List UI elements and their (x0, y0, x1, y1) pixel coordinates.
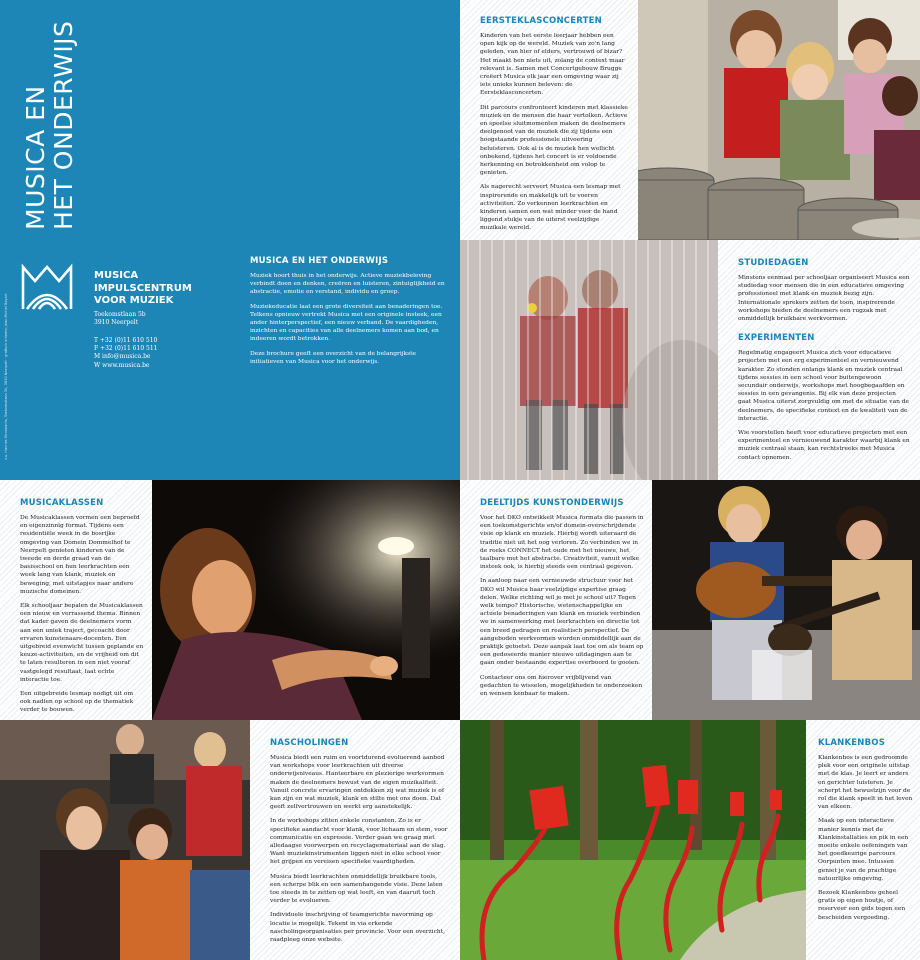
intro-paragraph: Muziek hoort thuis in het onderwijs. Actieve muziekbeleving verbindt doen en denken, creëren en luisteren, zintuiglijkheid en abstractie, emotie en verstand, individu en groep. (250, 273, 445, 296)
cover-title-line1: MUSICA EN (21, 85, 50, 230)
intro-section (250, 256, 450, 372)
intro-heading: MUSICA EN HET ONDERWIJS (250, 256, 389, 266)
klankenbos-forest-photo (460, 720, 806, 960)
musicaklassen-body (20, 514, 144, 715)
dko-paragraph: In aanloop naar een vernieuwde structuur voor het DKO wil Musica haar veelzijdige expertise graag delen. Welke richting wil je met je school uit? Tegen welk tempo? Historische, wetenschappelijke en actuele benaderingen van klank en muziek verbinden we in samenwerking met leerkrachten en directie tot een breed gedragen en realistisch perspectief. De aangeboden werkvormen worden onmiddellijk aan de praktijk getoetst. Deze aanpak laat toe om als team op een gedoseerde manier nieuwe uitdagingen aan te gaan onder bestaande expertise overboord te gooien. (480, 578, 644, 667)
musicaklassen-panel (0, 480, 152, 720)
eersteklas-paragraph: Dit parcours confronteert kinderen met klassieke muziek en de mensen die haar vertolken. Actieve en speelse sluitmomenten maken de deelnemers deelgenoot van de muziek die zij tijdens een hoogstaande professionele uitvoering beluisteren. Ook al is de muziek hen wellicht onbekend, tijdens het concert is er voldoende herkenning en betrokkenheid om volop te genieten. (480, 104, 628, 177)
dko-body (480, 514, 644, 698)
intro-paragraph: Muziekeducatie laat een grote diversiteit aan benaderingen toe. Telkens opnieuw vertrekt Musica met een originele insteek, een ander hinterperspectief, een nieuw verband. De vaardigheden, inzichten en capacities van alle deelnemers komen aan bod, en indeeren wordt betrokken. (250, 303, 443, 343)
website-address: W www.musica.be (94, 361, 150, 369)
nascholingen-paragraph: Musica biedt leerkrachten onmiddellijk bruikbare tools, een scherpe blik en een samenhangende visie. Deze laten toe steeds in te zetten op wat leeft, en van daaruit toch verder te evolueren. (270, 873, 443, 905)
studiedagen-panel (718, 240, 920, 480)
eersteklas-heading: EERSTEKLASCONCERTEN (480, 16, 602, 26)
address-line2: 3910 Neerpelt (94, 319, 139, 327)
klankenbos-paragraph: Bezoek Klankenbos geheel gratis op eigen houtje, of reserveer een gids tegen een bescheiden vergoeding. (818, 890, 906, 921)
experimenten-paragraph: Wie voorstellen heeft voor educatieve projecten met een experimenteel en vernieuwend karakter waarbij klank en muziek centraal staan, kan rechtstreeks met Musica contact opnemen. (738, 430, 910, 461)
klankenbos-body (818, 754, 914, 922)
org-contact (94, 337, 158, 370)
org-name-line3: VOOR MUZIEK (94, 295, 174, 306)
nascholingen-body (270, 754, 448, 944)
fax-number: F +32 (0)11 610 511 (94, 345, 158, 353)
dko-heading: DEELTIJDS KUNSTONDERWIJS (480, 498, 624, 508)
klankenbos-paragraph: Klankenbos is een gedroomde plek voor een originele uitstap met de klas. Je leert er anders en gerichter luisteren. Je scherpt het bewustzijn voor de rol die klank speelt in het leven van elkeen. (818, 755, 913, 811)
org-name-line2: IMPULSCENTRUM (94, 282, 192, 294)
experimenten-body (738, 349, 910, 462)
cover-title-line2: HET ONDERWIJS (49, 20, 78, 230)
studiedagen-heading: STUDIEDAGEN (738, 258, 809, 268)
musica-wave-logo-icon (19, 259, 75, 315)
nascholingen-panel (250, 720, 460, 960)
cover-title (22, 0, 78, 230)
nascholingen-heading: NASCHOLINGEN (270, 738, 349, 748)
org-name (94, 270, 192, 308)
intro-paragraph: Deze brochure geeft een overzicht van de belangrijkste initiatieven van Musica voor het onderwijs. (250, 350, 416, 365)
musicaklassen-heading: MUSICAKLASSEN (20, 498, 104, 508)
nascholingen-paragraph: In de workshops zitten enkele constanten. Zo is er specifieke aandacht voor klank, voor lichaam en stem, voor communicatie en expressie. Verder gaan we graag met alledaagse voorwerpen en recyclagemateriaal aan de slag. Want muziekinstrumenten liggen niet in elke school voor het grijpen en vereisen specifieke vaardigheden. (270, 818, 448, 866)
klankenbos-paragraph: Maak op een interactieve manier kennis met de Klankinstallaties en pik in een moeite enkele oefeningen van het goedkeurige parcours Oorpunten mee. Intussen geniet je van de prachtige natuurlijke omgeving. (818, 818, 909, 882)
studiedagen-body (738, 274, 910, 323)
studiedagen-paragraph: Minstens eenmaal per schooljaar organiseert Musica een studiedag voor mensen die in een educatieve omgeving professioneel met klank en muziek bezig zijn. Internationale sprekers zetten de toon, inspirerende workshops bieden de deelnemers een rugzak met onmiddellijk bruikbare werkvormen. (738, 275, 910, 323)
dko-paragraph: Voor het DKO ontwikkelt Musica formats die passen in een toekomstgerichte en/of domein-overschrijdende visie op klank en muziek. Hierbij wordt uiteraard de traditie niet uit het oog verloren. Zo verbinden we in de reeks CONNECT het oude met het nieuwe, het taalbare met het abstracte. Creativiteit, vanuit welke insteek ook, is hierbij steeds een centraal gegeven. (480, 515, 644, 571)
musicaklassen-paragraph: Elk schooljaar bepalen de Musicaklassen een nieuw en verrassend thema. Binnen dat kader gaven de deelnemers vorm aan een uniek traject, gecoacht door ervaren kunstenaars-docenten. Een uitgebreid evenwicht tussen geplande en keuze-activiteiten, en de vrijheid om dit te laten resulteren in een niet vooraf vastgelegd resultaat, laat echte interactie toe. (20, 603, 144, 683)
experimenten-paragraph: Regelmatig engageert Musica zich voor educatieve projecten met een erg experimenteel en vernieuwend karakter. Zo stonden onlangs klank en muziek centraal tijdens sessies in een school voor buitengewoon secundair onderwijs, workshops met hoogbegaafden en sessies in een gevangenis. Bij elk van deze projecten gaat Musica uiterst zorgvuldig om met de situatie van de deelnemers, de specifieke context en de kwaliteit van de interactie. (738, 350, 909, 422)
address-line1: Toekomstlaan 5b (94, 311, 146, 318)
eersteklas-paragraph: Als nagerecht serveert Musica een lesmap met inspirerende en makkelijk uit te voeren activiteiten. Zo verkennen leerkrachten en kinderen samen een wat minder voor de hand liggend stukje van de uiterst veelzijdige muzikale wereld. (480, 184, 621, 232)
org-address (94, 311, 146, 327)
klankenbos-panel (806, 720, 920, 960)
children-drums-photo (638, 0, 920, 240)
nascholingen-paragraph: Musica biedt een ruim en voortdurend evoluerend aanbod van workshops voor leerkrachten uit diverse onderwijsniveaus. Hanteerbare en plezierige werkvormen maken de deelnemers bewust van de eigen muzikaliteit. Vanuit concrete ervaringen ontdekken zij wat muziek is of kan zijn en wat muziek, klank en stilte met ons doen. Dat geeft zelfvertrouwen en werkt erg aanstekelijk. (270, 755, 445, 811)
org-name-line1: MUSICA (94, 270, 139, 281)
guitar-players-photo (652, 480, 920, 720)
musicaklassen-paragraph: Een uitgebreide lesmap nodigt uit om ook nadien op school op de thematiek verder te bouwen. (20, 691, 134, 714)
children-screen-photo (460, 240, 718, 480)
eersteklas-panel (460, 0, 638, 240)
intro-body (250, 272, 450, 366)
email-address: M info@musica.be (94, 353, 151, 361)
experimenten-heading: EXPERIMENTEN (738, 333, 815, 344)
klankenbos-heading: KLANKENBOS (818, 738, 886, 748)
girl-lamp-photo (152, 480, 460, 720)
musicaklassen-paragraph: De Musicaklassen vormen een beproefd en eigenzinnig format. Tijdens een residentiële week in de bosrijke omgeving van Domein Dommelhof te Neerpelt genieten kinderen van de tweede en derde graad van de basisschool en hun leerkrachten een week lang van klank, muziek en beweging, met uitstapjes naar andere muzische domeinen. (20, 515, 140, 595)
nascholingen-paragraph: Individuele inschrijving of teamgerichte navorming op locatie is mogelijk. Tekent in via erkende nascholingsorganisaties per provincie. Voor een overzicht, raadpleeg onze website. (270, 912, 445, 944)
colofon-text: v.u. Hannes Stroobants, Toekomstlaan 5b, 3910 Neerpelt · grafisch ontwerp Jean-Michel Bayart (4, 293, 8, 460)
dko-panel (460, 480, 652, 720)
eersteklas-body (480, 32, 628, 233)
eersteklas-paragraph: Kinderen van het eerste leerjaar hebben een open kijk op de wereld. Muziek van zo'n lang geleden, van hier of elders, vertrouwd of bizar? Het maakt hen niets uit, zolang de context maar relevant is. Samen met Concertgebouw Brugge creëert Musica elk jaar een omgeving waar zij iets unieks kunnen beleven: de Eersteklasconcerten. (480, 33, 625, 97)
phone-number: T +32 (0)11 610 510 (94, 337, 158, 344)
cover-page (0, 0, 460, 480)
teachers-workshop-photo (0, 720, 250, 960)
dko-paragraph: Contacteer ons om hierover vrijblijvend van gedachten te wisselen, mogelijkheden te onderzoeken en wensen kenbaar te maken. (480, 674, 643, 698)
